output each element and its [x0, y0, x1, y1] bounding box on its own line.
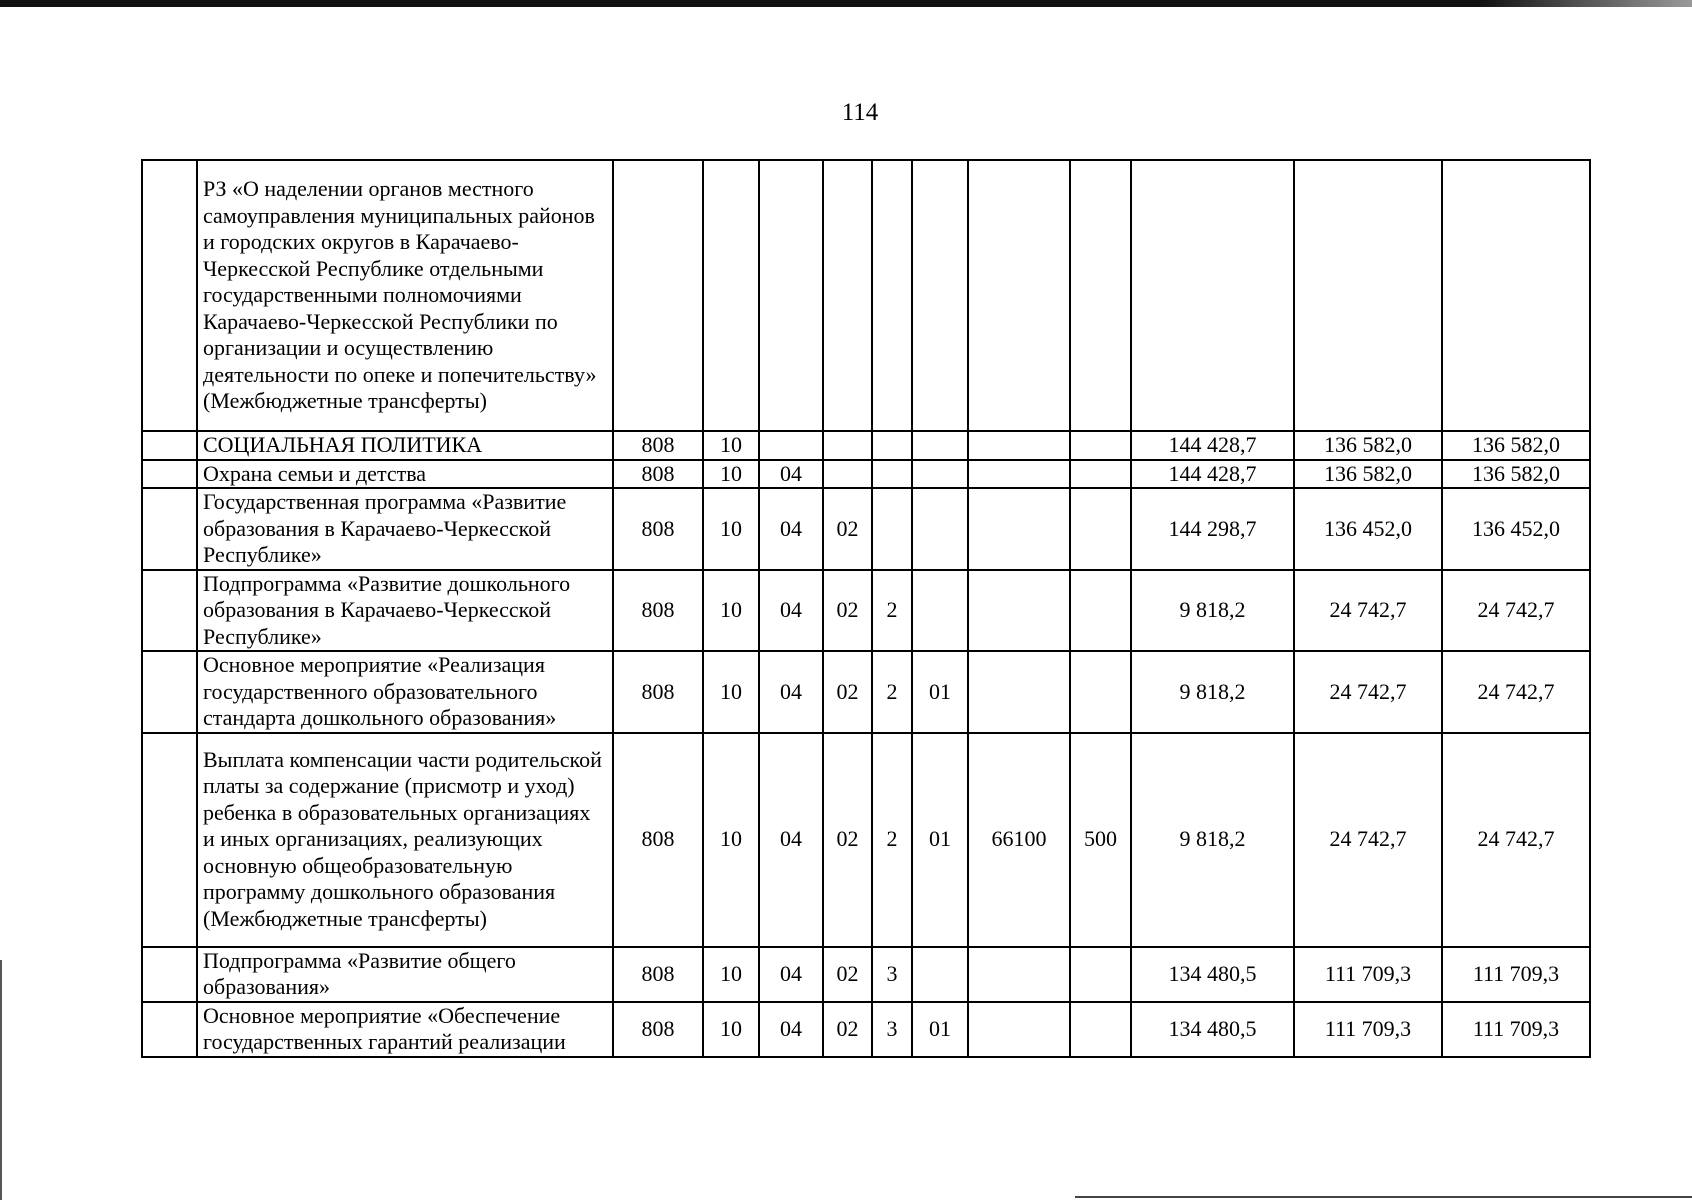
row-name: СОЦИАЛЬНАЯ ПОЛИТИКА [197, 431, 613, 460]
table-row [142, 431, 1590, 460]
row-name: Государственная программа «Развитие образования в Карачаево-Черкесской Республике» [197, 488, 613, 570]
row-code: 808 [613, 460, 703, 489]
row-activity: 01 [912, 1002, 968, 1057]
row-year1-amount: 144 298,7 [1131, 488, 1294, 570]
row-year3-amount: 136 582,0 [1442, 460, 1590, 489]
row-program: 02 [823, 1002, 872, 1057]
row-index-cell [142, 733, 197, 947]
row-section: 10 [703, 651, 759, 733]
row-subprogram [872, 431, 912, 460]
row-subprogram: 2 [872, 651, 912, 733]
row-index-cell [142, 1002, 197, 1057]
row-name: Подпрограмма «Развитие дошкольного образования в Карачаево-Черкесской Республике» [197, 570, 613, 652]
row-year3-amount: 24 742,7 [1442, 733, 1590, 947]
row-subsection: 04 [759, 1002, 823, 1057]
row-expense-type [1070, 651, 1131, 733]
scan-edge-top-fade [1480, 0, 1692, 7]
row-section: 10 [703, 947, 759, 1002]
row-year2-amount: 111 709,3 [1294, 1002, 1442, 1057]
row-code: 808 [613, 431, 703, 460]
row-code: 808 [613, 1002, 703, 1057]
row-year3-amount [1442, 160, 1590, 431]
row-program: 02 [823, 947, 872, 1002]
row-section: 10 [703, 733, 759, 947]
row-activity [912, 160, 968, 431]
row-year3-amount: 136 582,0 [1442, 431, 1590, 460]
row-section: 10 [703, 460, 759, 489]
row-program: 02 [823, 488, 872, 570]
budget-table [141, 159, 1591, 1058]
scan-edge-left [0, 960, 2, 1200]
row-direction [968, 460, 1070, 489]
row-year1-amount: 134 480,5 [1131, 1002, 1294, 1057]
row-subsection: 04 [759, 651, 823, 733]
row-year3-amount: 24 742,7 [1442, 570, 1590, 652]
table-row [142, 488, 1590, 570]
row-name: Основное мероприятие «Реализация государственного образовательного стандарта дошкольного образования» [197, 651, 613, 733]
page-number: 114 [841, 99, 879, 126]
row-year1-amount [1131, 160, 1294, 431]
row-program [823, 431, 872, 460]
row-code [613, 160, 703, 431]
row-index-cell [142, 460, 197, 489]
row-activity [912, 570, 968, 652]
row-direction [968, 947, 1070, 1002]
table-row [142, 160, 1590, 431]
row-name: Охрана семьи и детства [197, 460, 613, 489]
row-activity [912, 947, 968, 1002]
row-year1-amount: 134 480,5 [1131, 947, 1294, 1002]
row-subprogram: 2 [872, 570, 912, 652]
row-subprogram [872, 160, 912, 431]
row-year2-amount [1294, 160, 1442, 431]
scan-edge-bottom [1075, 1196, 1692, 1198]
row-activity [912, 460, 968, 489]
row-program [823, 460, 872, 489]
row-subprogram: 3 [872, 947, 912, 1002]
row-expense-type [1070, 488, 1131, 570]
row-direction [968, 431, 1070, 460]
row-expense-type [1070, 947, 1131, 1002]
row-name: РЗ «О наделении органов местного самоуправления муниципальных районов и городских округов в Карачаево-Черкесской Республике отдельными государственными полномочиями Карачаево-Черкесской Республики по организации и осуществлению деятельности по опеке и попечительству» (Межбюджетные трансферты) [197, 160, 613, 431]
row-year2-amount: 24 742,7 [1294, 733, 1442, 947]
row-subsection: 04 [759, 460, 823, 489]
row-subsection: 04 [759, 488, 823, 570]
row-year3-amount: 24 742,7 [1442, 651, 1590, 733]
row-name: Выплата компенсации части родительской платы за содержание (присмотр и уход) ребенка в образовательных организациях и иных организациях, реализующих основную общеобразовательную программу дошкольного образования (Межбюджетные трансферты) [197, 733, 613, 947]
row-year2-amount: 136 582,0 [1294, 460, 1442, 489]
row-code: 808 [613, 488, 703, 570]
row-year1-amount: 9 818,2 [1131, 733, 1294, 947]
row-direction [968, 1002, 1070, 1057]
table-row [142, 947, 1590, 1002]
row-subprogram: 2 [872, 733, 912, 947]
row-activity: 01 [912, 651, 968, 733]
row-code: 808 [613, 651, 703, 733]
row-year3-amount: 136 452,0 [1442, 488, 1590, 570]
row-expense-type [1070, 1002, 1131, 1057]
table-row [142, 460, 1590, 489]
row-expense-type [1070, 431, 1131, 460]
row-index-cell [142, 651, 197, 733]
row-activity [912, 488, 968, 570]
row-section: 10 [703, 431, 759, 460]
table-row [142, 570, 1590, 652]
table-row [142, 1002, 1590, 1057]
row-year1-amount: 9 818,2 [1131, 651, 1294, 733]
row-subprogram [872, 460, 912, 489]
row-expense-type [1070, 160, 1131, 431]
scan-edge-top [0, 0, 1692, 7]
row-year3-amount: 111 709,3 [1442, 947, 1590, 1002]
row-section: 10 [703, 488, 759, 570]
row-year2-amount: 136 452,0 [1294, 488, 1442, 570]
row-subprogram: 3 [872, 1002, 912, 1057]
row-code: 808 [613, 947, 703, 1002]
row-subsection [759, 431, 823, 460]
row-section [703, 160, 759, 431]
row-year1-amount: 144 428,7 [1131, 431, 1294, 460]
row-code: 808 [613, 570, 703, 652]
row-program: 02 [823, 733, 872, 947]
row-year2-amount: 24 742,7 [1294, 570, 1442, 652]
row-year1-amount: 144 428,7 [1131, 460, 1294, 489]
table-row [142, 733, 1590, 947]
row-subsection: 04 [759, 733, 823, 947]
row-year3-amount: 111 709,3 [1442, 1002, 1590, 1057]
row-direction [968, 570, 1070, 652]
row-index-cell [142, 160, 197, 431]
row-direction [968, 488, 1070, 570]
row-year2-amount: 111 709,3 [1294, 947, 1442, 1002]
row-name: Основное мероприятие «Обеспечение государственных гарантий реализации [197, 1002, 613, 1057]
row-direction [968, 160, 1070, 431]
row-direction [968, 651, 1070, 733]
row-subsection [759, 160, 823, 431]
row-subprogram [872, 488, 912, 570]
row-index-cell [142, 570, 197, 652]
row-activity: 01 [912, 733, 968, 947]
row-program: 02 [823, 651, 872, 733]
row-year2-amount: 136 582,0 [1294, 431, 1442, 460]
row-index-cell [142, 488, 197, 570]
row-year1-amount: 9 818,2 [1131, 570, 1294, 652]
row-expense-type [1070, 570, 1131, 652]
row-program: 02 [823, 570, 872, 652]
row-section: 10 [703, 1002, 759, 1057]
row-code: 808 [613, 733, 703, 947]
row-activity [912, 431, 968, 460]
row-program [823, 160, 872, 431]
row-subsection: 04 [759, 570, 823, 652]
row-year2-amount: 24 742,7 [1294, 651, 1442, 733]
row-section: 10 [703, 570, 759, 652]
row-index-cell [142, 947, 197, 1002]
row-name: Подпрограмма «Развитие общего образования» [197, 947, 613, 1002]
row-index-cell [142, 431, 197, 460]
row-expense-type: 500 [1070, 733, 1131, 947]
table-row [142, 651, 1590, 733]
row-direction: 66100 [968, 733, 1070, 947]
row-expense-type [1070, 460, 1131, 489]
row-subsection: 04 [759, 947, 823, 1002]
